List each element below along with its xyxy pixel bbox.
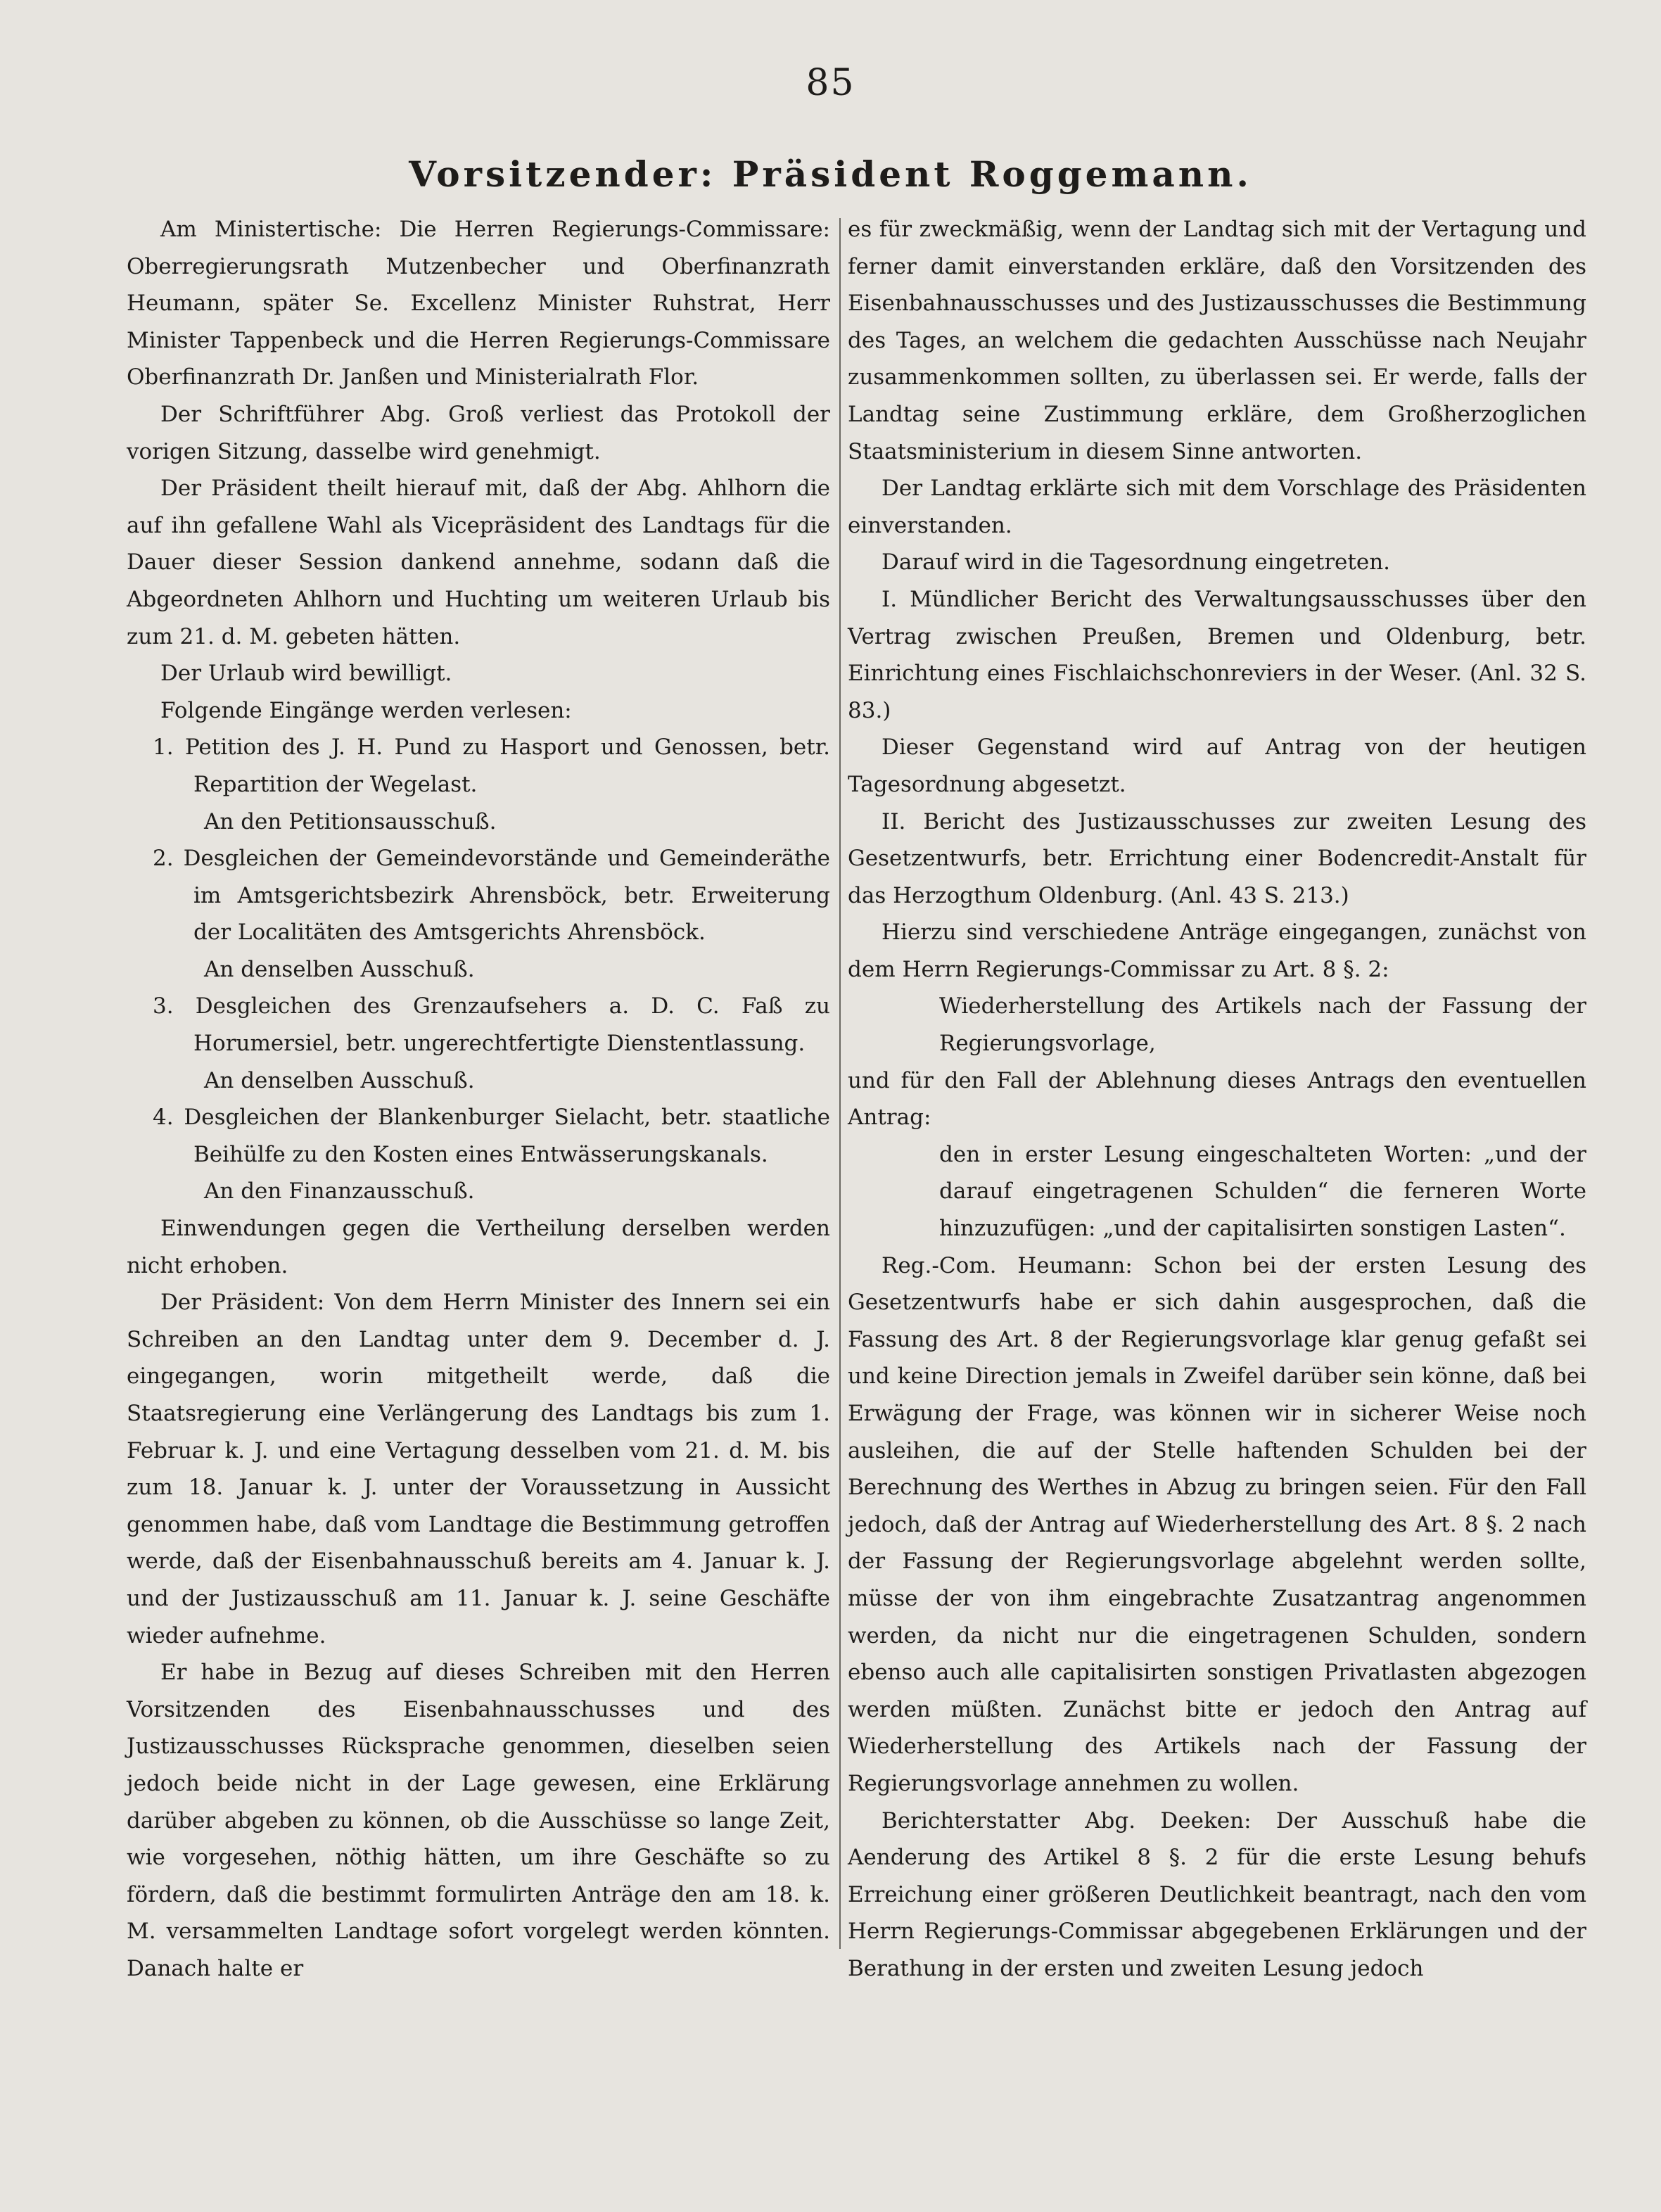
right-column (848, 211, 1586, 1988)
paragraph-p2: Der Schriftführer Abg. Groß verliest das Protokoll der vorigen Sitzung, dasselbe wird genehmigt. (127, 401, 830, 464)
paragraph-p3: Der Präsident theilt hierauf mit, daß der Abg. Ahlhorn die auf ihn gefallene Wahl als Vicepräsident des Landtags für die Dauer dieser Session dankend annehme, sodann daß die Abgeordneten Ahlhorn und Huchting um weiteren Urlaub bis zum 21. d. M. gebeten hätten. (127, 476, 830, 649)
paragraph-p10: 3. Desgleichen des Grenzaufsehers a. D. C. Faß zu Horumersiel, betr. ungerechtfertigte Dienstentlassung. (153, 993, 830, 1057)
paragraph-r4: I. Mündlicher Bericht des Verwaltungsausschusses über den Vertrag zwischen Preußen, Bremen und Oldenburg, betr. Einrichtung eines Fischlaichschonreviers in der Weser. (Anl. 32 S. 83.) (848, 586, 1586, 723)
paragraph-r3: Darauf wird in die Tagesordnung eingetreten. (882, 549, 1391, 576)
page-number: 85 (806, 62, 855, 104)
paragraph-p13: An den Finanzausschuß. (204, 1178, 475, 1204)
paragraph-p1: Am Ministertische: Die Herren Regierungs-Commissare: Oberregierungsrath Mutzenbecher und Oberfinanzrath Heumann, später Se. Excellenz Minister Ruhstrat, Herr Minister Tappenbeck und die Herren Regierungs-Commissare Oberfinanzrath Dr. Janßen und Ministerialrath Flor. (127, 217, 830, 390)
paragraph-p5: Folgende Eingänge werden verlesen: (160, 697, 572, 723)
paragraph-r5: Dieser Gegenstand wird auf Antrag von der heutigen Tagesordnung abgesetzt. (848, 735, 1586, 797)
left-column (127, 211, 830, 1988)
paragraph-p14: Einwendungen gegen die Vertheilung derselben werden nicht erhoben. (127, 1216, 830, 1278)
paragraph-p9: An denselben Ausschuß. (204, 956, 475, 982)
paragraph-r6: II. Bericht des Justizausschusses zur zweiten Lesung des Gesetzentwurfs, betr. Errichtung einer Bodencredit-Anstalt für das Herzogthum Oldenburg. (Anl. 43 S. 213.) (848, 808, 1586, 908)
paragraph-r7: Hierzu sind verschiedene Anträge eingegangen, zunächst von dem Herrn Regierungs-Commissar zu Art. 8 §. 2: (848, 920, 1586, 982)
paragraph-r2: Der Landtag erklärte sich mit dem Vorschlage des Präsidenten einverstanden. (848, 476, 1586, 538)
paragraph-r12: Berichterstatter Abg. Deeken: Der Ausschuß habe die Aenderung des Artikel 8 §. 2 für die erste Lesung behufs Erreichung einer größeren Deutlichkeit beantragt, nach den vom Herrn Regierungs-Commissar abgegebenen Erklärungen und der Berathung in der ersten und zweiten Lesung jedoch (848, 1807, 1586, 1981)
column-divider (839, 218, 841, 1949)
paragraph-p16: Er habe in Bezug auf dieses Schreiben mit den Herren Vorsitzenden des Eisenbahnausschusses und des Justizausschusses Rücksprache genommen, dieselben seien jedoch beide nicht in der Lage gewesen, eine Erklärung darüber abgeben zu können, ob die Ausschüsse so lange Zeit, wie vorgesehen, nöthig hätten, um ihre Geschäfte so zu fördern, daß die bestimmt formulirten Anträge den am 18. k. M. versammelten Landtage sofort vorgelegt werden könnten. Danach halte er (127, 1660, 830, 1981)
paragraph-p15: Der Präsident: Von dem Herrn Minister des Innern sei ein Schreiben an den Landtag unter dem 9. December d. J. eingegangen, worin mitgetheilt werde, daß die Staatsregierung eine Verlängerung des Landtags bis zum 1. Februar k. J. und eine Vertagung desselben vom 21. d. M. bis zum 18. Januar k. J. unter der Voraussetzung in Aussicht genommen habe, daß vom Landtage die Bestimmung getroffen werde, daß der Eisenbahnausschuß bereits am 4. Januar k. J. und der Justizausschuß am 11. Januar k. J. seine Geschäfte wieder aufnehme. (127, 1290, 830, 1648)
paragraph-p4: Der Urlaub wird bewilligt. (160, 661, 452, 687)
paragraph-r10: den in erster Lesung eingeschalteten Worten: „und der darauf eingetragenen Schulden“ die ferneren Worte hinzuzufügen: „und der capitalisirten sonstigen Lasten“. (939, 1141, 1586, 1242)
paragraph-p7: An den Petitionsausschuß. (204, 808, 497, 834)
paragraph-p8: 2. Desgleichen der Gemeindevorstände und Gemeinderäthe im Amtsgerichtsbezirk Ahrensböck, betr. Erweiterung der Localitäten des Amtsgerichts Ahrensböck. (153, 846, 830, 946)
paragraph-r1: es für zweckmäßig, wenn der Landtag sich mit der Vertagung und ferner damit einverstanden erkläre, daß den Vorsitzenden des Eisenbahnausschusses und des Justizausschusses die Bestimmung des Tages, an welchem die gedachten Ausschüsse nach Neujahr zusammenkommen sollten, zu überlassen sei. Er werde, falls der Landtag seine Zustimmung erkläre, dem Großherzoglichen Staatsministerium in diesem Sinne antworten. (848, 217, 1586, 464)
page-heading: Vorsitzender: Präsident Roggemann. (409, 153, 1252, 195)
paragraph-p11: An denselben Ausschuß. (204, 1067, 475, 1093)
paragraph-p12: 4. Desgleichen der Blankenburger Sielacht, betr. staatliche Beihülfe zu den Kosten eines Entwässerungskanals. (153, 1105, 830, 1167)
paragraph-r9: und für den Fall der Ablehnung dieses Antrags den eventuellen Antrag: (848, 1067, 1586, 1131)
paragraph-p6: 1. Petition des J. H. Pund zu Hasport und Genossen, betr. Repartition der Wegelast. (153, 735, 830, 797)
paragraph-r8: Wiederherstellung des Artikels nach der Fassung der Regierungsvorlage, (939, 993, 1586, 1057)
paragraph-r11: Reg.-Com. Heumann: Schon bei der ersten Lesung des Gesetzentwurfs habe er sich dahin ausgesprochen, daß die Fassung des Art. 8 der Regierungsvorlage klar genug gefaßt sei und keine Direction jemals in Zweifel darüber sein könne, daß bei Erwägung der Frage, was können wir in sicherer Weise noch ausleihen, die auf der Stelle haftenden Schulden bei der Berechnung des Werthes in Abzug zu bringen seien. Für den Fall jedoch, daß der Antrag auf Wiederherstellung des Art. 8 §. 2 nach der Fassung der Regierungsvorlage abgelehnt werden sollte, müsse der von ihm eingebrachte Zusatzantrag angenommen werden, da nicht nur die eingetragenen Schulden, sondern ebenso auch alle capitalisirten sonstigen Privatlasten abgezogen werden müßten. Zunächst bitte er jedoch den Antrag auf Wiederherstellung des Artikels nach der Fassung der Regierungsvorlage annehmen zu wollen. (848, 1252, 1586, 1796)
